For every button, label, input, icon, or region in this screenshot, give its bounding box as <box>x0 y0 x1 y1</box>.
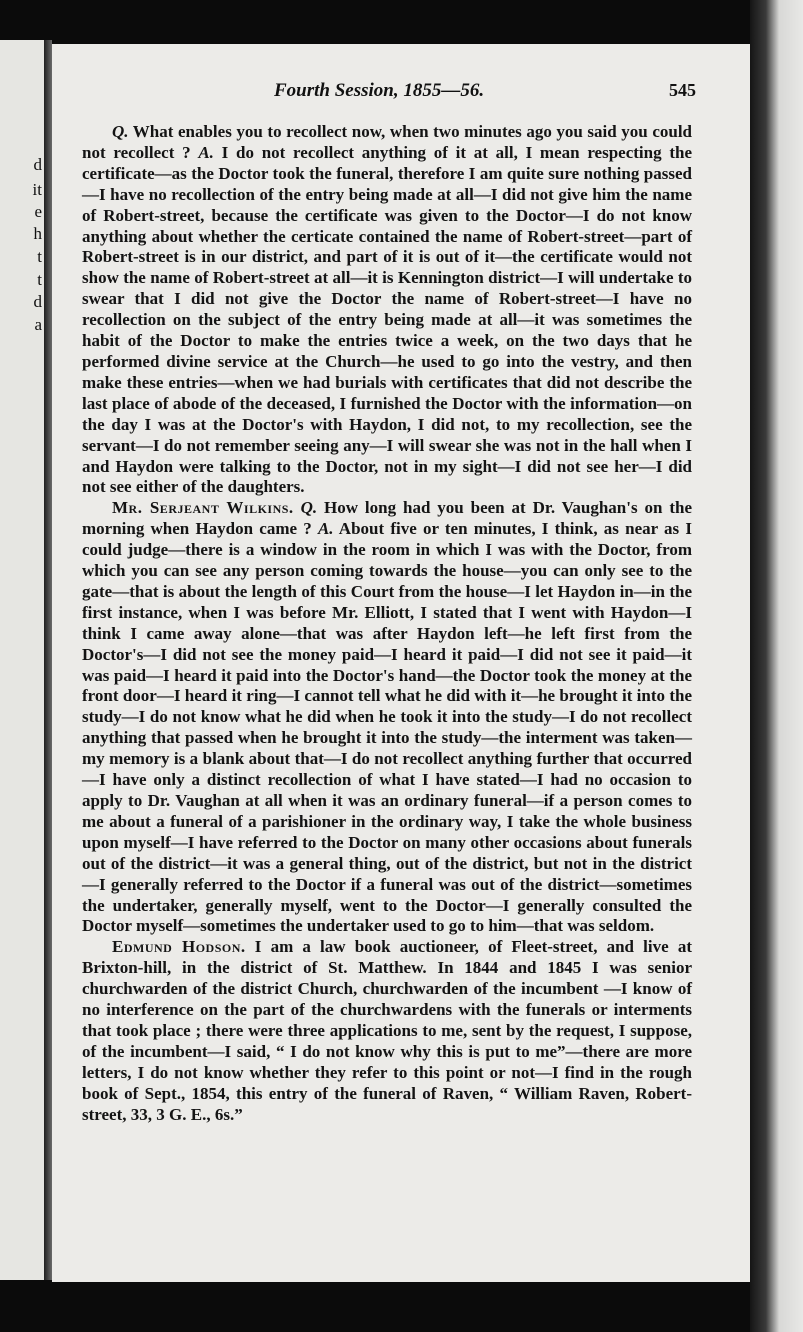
question-answer-marker: A. <box>317 519 334 539</box>
facing-page-fragment: a <box>34 315 42 334</box>
paragraph-text <box>294 498 301 517</box>
paragraph-text: What enables you to recollect now, when two minutes ago you said you could not recollect ? <box>82 122 692 162</box>
facing-page-fragment: d <box>33 155 42 174</box>
facing-page-fragment: h <box>33 224 42 243</box>
page-number: 545 <box>669 80 696 100</box>
facing-page-fragment: d <box>33 292 42 311</box>
paragraph <box>82 937 692 1125</box>
question-answer-marker: A. <box>198 142 214 162</box>
speaker-name: Mr. Serjeant Wilkins. <box>112 498 294 518</box>
page-header <box>52 80 750 104</box>
body-text <box>82 122 692 1126</box>
paragraph <box>82 122 692 498</box>
question-answer-marker: Q. <box>300 498 318 518</box>
paragraph-text: About five or ten minutes, I think, as near as I could judge—there is a window in the room in which I was with the Doctor, from which you can see any person coming towards the house—you can only see to the gate—that is about the length of this Court from the house—I let Haydon in—in the first instance, when I was before Mr. Elliott, I stated that I went with Haydon—I think I came away alone—that was after Haydon left—he left first from the Doctor's—I did not see the money paid—I heard it paid—I did not see it paid—it was paid—I heard it paid into the Doctor's hand—the Doctor took the money at the front door—I heard it ring—I cannot tell what he did with it—he brought it into the study—I do not know what he did when he took it into the study—I do not recollect anything that passed when he brought it into the study—the interment was taken—my memory is a blank about that—I do not recollect anything further that occurred—I have only a distinct recollection of what I have stated—I had no occasion to apply to Dr. Vaughan at all when it was an ordinary funeral—if a person comes to me about a funeral of a parishioner in the ordinary way, I take the whole business upon myself—I have referred to the Doctor on many other occasions about funerals out of the district—it was a general thing, out of the district, but not in the district—I generally referred to the Doctor if a funeral was out of the district—sometimes the undertaker, generally myself, went to the Doctor—I generally consulted the Doctor myself—sometimes the undertaker used to go to him—that was seldom. <box>82 519 692 936</box>
facing-page-fragment: it <box>32 180 42 199</box>
paragraph-text: I do not recollect anything of it at all, I mean respecting the certificate—as the Doctor took the funeral, therefore I am quite sure nothing passed—I have no recollection of the entry being made at all—I did not give him the name of Robert-street, because the certificate was given to the Doctor—I do not know anything about whether the certicate contained the name of Robert-street—part of Robert-street is in our district, and part of it is out of it—the certificate would not show the name of Robert-street at all—it is Kennington district—I will undertake to swear that I did not give the Doctor the name of Robert-street—I have no recollection on the subject of the entry being made at all—it was sometimes the habit of the Doctor to make the entries twice a week, on the two days that he performed divine service at the Church—he used to go into the vestry, and then make these entries—when we had burials with certificates that did not describe the last place of abode of the deceased, I furnished the Doctor with the information—on the day I was at the Doctor's with Haydon, I did not, to my recollection, see the servant—I do not remember seeing any—I will swear she was not in the hall when I and Haydon were talking to the Doctor, not in my sight—I did not see her—I did not see either of the daughters. <box>82 142 692 497</box>
paragraph <box>82 498 692 937</box>
document-page <box>52 44 750 1282</box>
facing-page-fragment: t <box>37 270 42 289</box>
paragraph-text: I am a law book auctioneer, of Fleet-street, and live at Brixton-hill, in the district of St. Matthew. In 1844 and 1845 I was senior churchwarden of the district Church, churchwarden of the incumbent —I know of no interference on the part of the churchwardens with the funerals or interments that took place ; there were three applications to me, sent by the request, I suppose, of the incumbent—I said, “ I do not know why this is put to me”—there are more letters, I do not know whether they refer to this point or not—I find in the rough book of Sept., 1854, this entry of the funeral of Raven, “ William Raven, Robert-street, 33, 3 G. E., 6s.” <box>82 937 692 1124</box>
book-gutter <box>44 40 52 1280</box>
facing-page-fragment: t <box>37 247 42 266</box>
paragraph-text: How long had you been at Dr. Vaughan's on the morning when Haydon came ? <box>82 498 693 539</box>
running-title: Fourth Session, 1855—56. <box>274 80 485 101</box>
question-answer-marker: Q. <box>112 122 129 141</box>
page-stack-edge <box>750 0 803 1332</box>
facing-page-fragment: e <box>34 202 42 221</box>
speaker-name: Edmund Hodson. <box>112 937 246 957</box>
facing-page-edge <box>0 40 46 1280</box>
